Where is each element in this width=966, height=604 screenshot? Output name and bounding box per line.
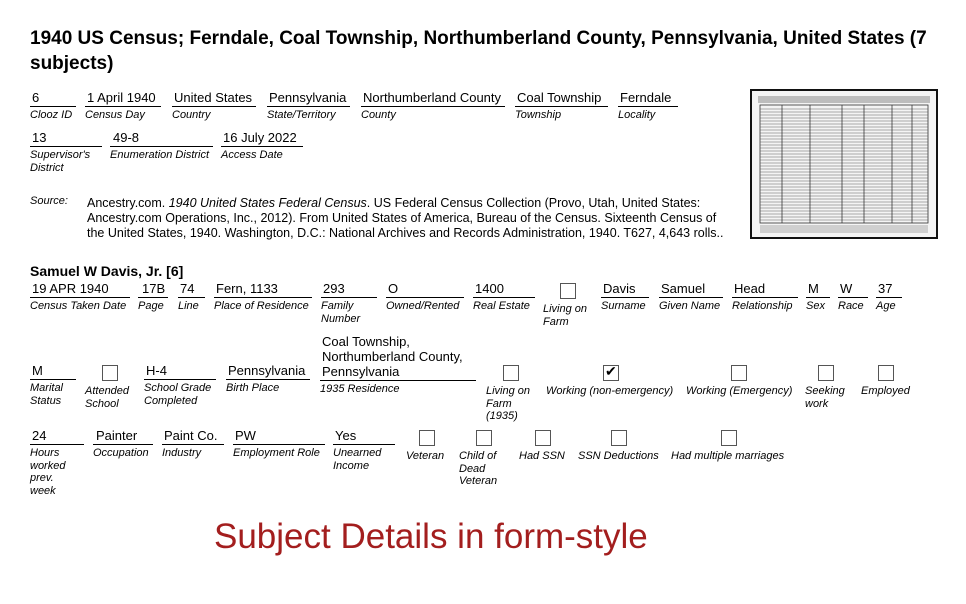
field-label: SSN Deductions <box>578 450 659 462</box>
field-value: 17B <box>138 281 168 298</box>
living-on-farm-checkbox[interactable] <box>560 283 576 299</box>
field-label: Seeking work <box>805 385 845 410</box>
field-value: 13 <box>30 130 102 147</box>
field-label: Access Date <box>221 149 283 161</box>
field-1935-residence <box>320 334 476 396</box>
ssn-deductions-checkbox[interactable] <box>611 430 627 446</box>
field-label: Clooz ID <box>30 109 73 121</box>
field-value: Northumberland County <box>361 90 505 107</box>
field-label: Age <box>876 300 896 312</box>
field-value: 16 July 2022 <box>221 130 303 147</box>
had-ssn-checkbox[interactable] <box>535 430 551 446</box>
field-label: Relationship <box>732 300 793 312</box>
field-seeking-work <box>805 364 855 410</box>
source-title: 1940 United States Federal Census <box>168 196 367 210</box>
field-label: Living on Farm <box>543 303 588 328</box>
field-veteran <box>406 429 450 463</box>
field-label: Line <box>178 300 199 312</box>
field-value: 1 April 1940 <box>85 90 161 107</box>
field-label: Real Estate <box>473 300 530 312</box>
field-label: Supervisor's District <box>30 149 91 174</box>
field-value: 74 <box>178 281 205 298</box>
census-sheet-image <box>752 91 936 237</box>
field-value: M <box>30 363 76 380</box>
field-value: Painter <box>93 428 153 445</box>
field-occupation <box>93 428 153 460</box>
field-label: Had SSN <box>519 450 565 462</box>
source-text-before: Ancestry.com. <box>87 196 169 210</box>
field-country <box>172 90 256 122</box>
field-supervisors-district <box>30 130 102 174</box>
field-census-taken-date <box>30 281 130 313</box>
field-value: Pennsylvania <box>267 90 350 107</box>
field-attended-school <box>85 364 135 410</box>
field-industry <box>162 428 224 460</box>
field-value: 24 <box>30 428 84 445</box>
field-label: Given Name <box>659 300 721 312</box>
field-value: 37 <box>876 281 902 298</box>
field-hours-worked <box>30 428 84 497</box>
page-title: 1940 US Census; Ferndale, Coal Township, Northumberland County, Pennsylvania, United States (7 subjects) <box>30 28 927 74</box>
check-mark-icon: ✔ <box>605 363 617 379</box>
field-value: 6 <box>30 90 76 107</box>
veteran-checkbox[interactable] <box>419 430 435 446</box>
source-citation <box>87 196 737 240</box>
field-value: 1400 <box>473 281 535 298</box>
field-marital-status <box>30 363 76 407</box>
field-label: Hours worked prev. week <box>30 447 66 497</box>
field-value: United States <box>172 90 256 107</box>
field-value: W <box>838 281 868 298</box>
field-label: Veteran <box>406 450 445 462</box>
field-working-emergency <box>686 364 798 398</box>
field-surname <box>601 281 649 313</box>
subject-name: Samuel W Davis, Jr. [6] <box>30 263 184 279</box>
field-value: Ferndale <box>618 90 678 107</box>
employed-checkbox[interactable] <box>878 365 894 381</box>
field-value: Coal Township <box>515 90 608 107</box>
census-page-thumbnail[interactable] <box>750 89 938 239</box>
field-school-grade <box>144 363 216 407</box>
field-family-number <box>321 281 377 325</box>
field-race <box>838 281 868 313</box>
field-place-of-residence <box>214 281 312 313</box>
field-label: Owned/Rented <box>386 300 460 312</box>
field-label: Surname <box>601 300 646 312</box>
source-label: Source: <box>30 195 68 207</box>
field-value: Coal Township, Northumberland County, Pennsylvania <box>320 334 476 381</box>
field-value: M <box>806 281 830 298</box>
field-label: Living on Farm (1935) <box>486 385 531 422</box>
field-had-ssn <box>519 429 569 463</box>
field-value: Fern, 1133 <box>214 281 312 298</box>
field-value: Yes <box>333 428 395 445</box>
field-label: Locality <box>618 109 656 121</box>
field-line <box>178 281 205 313</box>
field-label: Page <box>138 300 164 312</box>
field-label: Sex <box>806 300 825 312</box>
field-state <box>267 90 350 122</box>
field-value: 19 APR 1940 <box>30 281 130 298</box>
field-label: Family Number <box>321 300 361 325</box>
field-label: Working (Emergency) <box>686 385 793 397</box>
seeking-work-checkbox[interactable] <box>818 365 834 381</box>
field-value: Head <box>732 281 798 298</box>
working-non-emergency-checkbox[interactable] <box>603 365 619 381</box>
field-given-name <box>659 281 723 313</box>
field-label: Industry <box>162 447 202 459</box>
living-on-farm-1935-checkbox[interactable] <box>503 365 519 381</box>
field-unearned-income <box>333 428 395 472</box>
field-value: Pennsylvania <box>226 363 310 380</box>
field-clooz-id <box>30 90 76 122</box>
field-label: Had multiple marriages <box>671 450 785 462</box>
source-text-after: . US Federal Census Collection (Provo, Utah, United States: Ancestry.com Operations, Inc., 2012). From United States of America, Bureau of the Census. Sixteenth Census of the United States, 1940. Washington, D.C.: National Archives and Records Administration, 1940. T627, 4,643 rolls.. <box>87 196 724 240</box>
field-value: O <box>386 281 464 298</box>
field-label: Township <box>515 109 562 121</box>
field-living-on-farm-1935 <box>486 364 538 423</box>
field-had-multiple-marriages <box>671 429 791 463</box>
field-living-on-farm <box>543 282 593 328</box>
field-label: Employed <box>861 385 910 397</box>
field-locality <box>618 90 678 122</box>
field-enumeration-district <box>110 130 213 162</box>
field-page <box>138 281 168 313</box>
field-sex <box>806 281 830 313</box>
field-label: County <box>361 109 396 121</box>
field-label: Child of Dead Veteran <box>459 450 498 487</box>
field-township <box>515 90 608 122</box>
field-label: Census Taken Date <box>30 300 127 312</box>
field-label: School Grade Completed <box>144 382 212 407</box>
field-value: Samuel <box>659 281 723 298</box>
field-label: Employment Role <box>233 447 320 459</box>
field-label: 1935 Residence <box>320 383 400 395</box>
field-value: 293 <box>321 281 377 298</box>
field-working-non-emergency <box>546 364 676 398</box>
field-value: Paint Co. <box>162 428 224 445</box>
field-access-date <box>221 130 303 162</box>
field-label: Attended School <box>85 385 130 410</box>
attended-school-checkbox[interactable] <box>102 365 118 381</box>
field-label: Country <box>172 109 211 121</box>
field-label: Occupation <box>93 447 149 459</box>
field-label: Enumeration District <box>110 149 210 161</box>
field-value: Davis <box>601 281 649 298</box>
field-label: Marital Status <box>30 382 64 407</box>
field-child-of-dead-veteran <box>459 429 509 488</box>
had-multiple-marriages-checkbox[interactable] <box>721 430 737 446</box>
field-value: H-4 <box>144 363 216 380</box>
working-emergency-checkbox[interactable] <box>731 365 747 381</box>
field-label: Birth Place <box>226 382 280 394</box>
field-employed <box>861 364 917 398</box>
field-relationship <box>732 281 798 313</box>
field-label: Working (non-emergency) <box>546 385 674 397</box>
field-owned-rented <box>386 281 464 313</box>
caption-text: Subject Details in form-style <box>214 517 648 556</box>
child-of-dead-veteran-checkbox[interactable] <box>476 430 492 446</box>
field-birth-place <box>226 363 310 395</box>
field-employment-role <box>233 428 325 460</box>
field-label: Census Day <box>85 109 145 121</box>
field-label: Place of Residence <box>214 300 309 312</box>
field-value: 49-8 <box>110 130 213 147</box>
field-ssn-deductions <box>578 429 664 463</box>
field-value: PW <box>233 428 325 445</box>
field-age <box>876 281 902 313</box>
field-county <box>361 90 505 122</box>
field-census-day <box>85 90 161 122</box>
field-label: Race <box>838 300 864 312</box>
field-label: State/Territory <box>267 109 336 121</box>
field-real-estate <box>473 281 535 313</box>
field-label: Unearned Income <box>333 447 382 472</box>
